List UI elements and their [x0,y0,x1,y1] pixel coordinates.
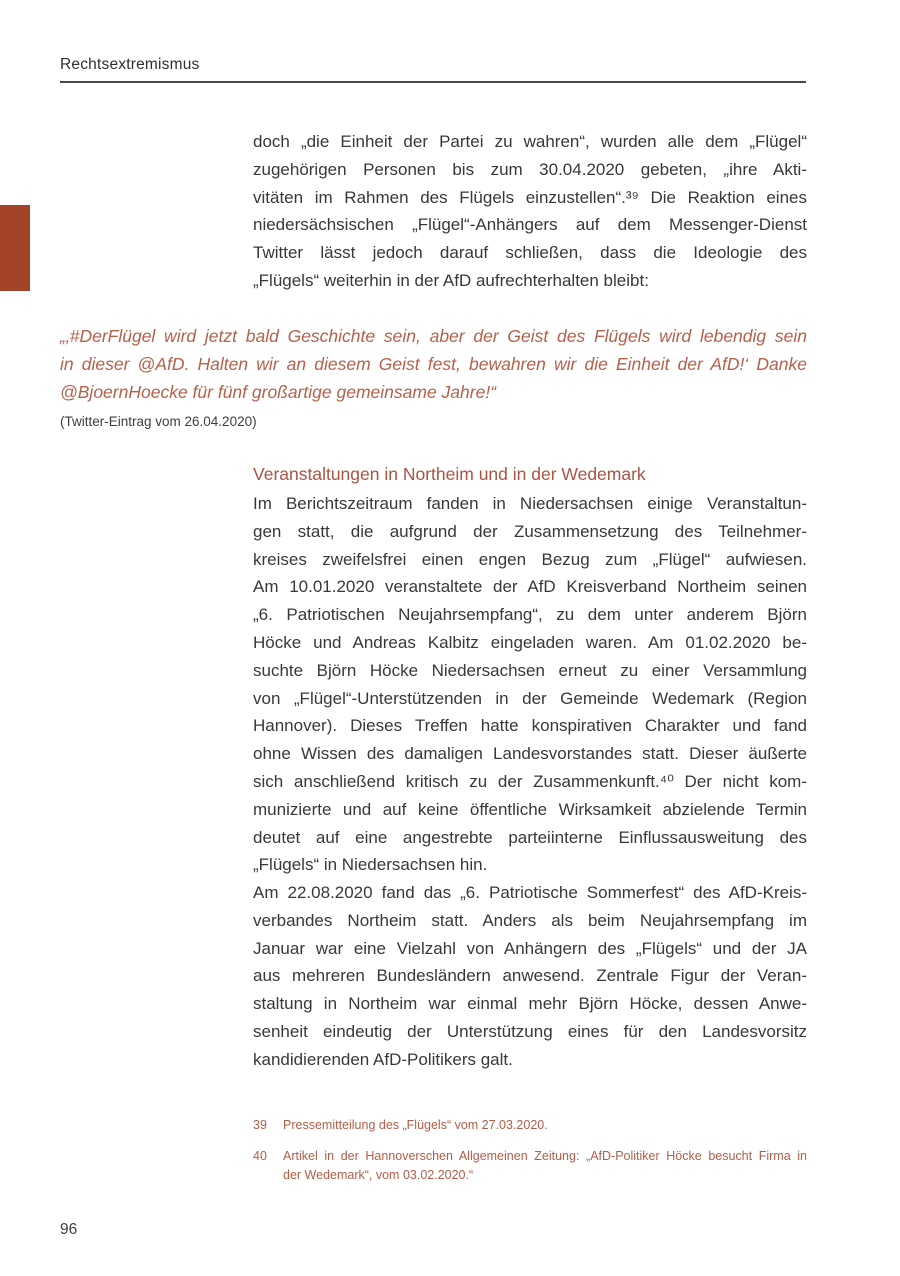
body-paragraph-2 [253,490,807,879]
body-text-line: verbandes Northeim statt. Anders als beim Neujahrsempfang im [253,910,807,930]
quote-text-line: „‚#DerFlügel wird jetzt bald Geschichte sein, aber der Geist des Flügels wird lebendig sein [60,326,807,346]
body-text-line: „6. Patriotischen Neujahrsempfang“, zu dem unter anderem Björn [253,605,807,625]
body-text-line: kandidierenden AfD-Politikers galt. [253,1049,513,1069]
footnote-40 [253,1147,807,1185]
running-header-label: Rechtsextremismus [60,56,200,73]
body-paragraph-1 [253,128,807,295]
footnote-39 [253,1116,807,1135]
body-text-line: kreises zweifelsfrei einen engen Bezug zum „Flügel“ aufwiesen. [253,549,807,569]
body-text-line: staltung in Northeim war einmal mehr Björn Höcke, dessen Anwe- [253,994,807,1014]
body-text-line: Hannover). Dieses Treffen hatte konspirativen Charakter und fand [253,716,807,736]
body-text-line: gen statt, die aufgrund der Zusammensetzung des Teilnehmer- [253,521,807,541]
body-text-line: zugehörigen Personen bis zum 30.04.2020 gebeten, „ihre Akti- [253,159,807,179]
pull-quote [60,322,807,406]
quote-text-line: @BjoernHoecke für fünf großartige gemeinsame Jahre!“ [60,382,497,402]
header-rule [60,81,806,83]
body-text-line: von „Flügel“-Unterstützenden in der Gemeinde Wedemark (Region [253,688,807,708]
body-text-line: „Flügels“ weiterhin in der AfD aufrechterhalten bleibt: [253,270,649,290]
body-text-line: Twitter lässt jedoch darauf schließen, dass die Ideologie des [253,243,807,263]
footnote-text-line: Artikel in der Hannoverschen Allgemeinen Zeitung: „AfD-Politiker Höcke besucht Firma in [283,1149,807,1163]
body-text-line: ohne Wissen des damaligen Landesvorstandes statt. Dieser äußerte [253,744,807,764]
footnote-number: 39 [253,1118,267,1132]
quote-text-line: in dieser @AfD. Halten wir an diesem Geist fest, bewahren wir die Einheit der AfD!‘ Danke [60,354,807,374]
section-heading: Veranstaltungen in Northeim und in der Wedemark [253,464,646,484]
body-text-line: sich anschließend kritisch zu der Zusammenkunft.⁴⁰ Der nicht kom- [253,771,807,791]
body-text-line: Am 10.01.2020 veranstaltete der AfD Kreisverband Northeim seinen [253,577,807,597]
chapter-marker-tab [0,205,30,291]
body-text-line: suchte Björn Höcke Niedersachsen erneut zu einer Versammlung [253,660,807,680]
body-paragraph-3 [253,879,807,1074]
footnote-number: 40 [253,1149,267,1163]
footnote-text-line: der Wedemark“, vom 03.02.2020.“ [283,1168,474,1182]
footnote-text [283,1147,807,1185]
body-text-line: Im Berichtszeitraum fanden in Niedersachsen einige Veranstaltun- [253,494,807,513]
footnote-text-line: Pressemitteilung des „Flügels“ vom 27.03.2020. [283,1118,548,1132]
body-text-line: munizierte und auf keine öffentliche Wirksamkeit abzielende Termin [253,799,807,819]
body-text-line: senheit eindeutig der Unterstützung eines für den Landesvorsitz [253,1021,807,1041]
body-text-line: „Flügels“ in Niedersachsen hin. [253,855,488,875]
footnote-text [283,1116,807,1135]
body-text-line: Höcke und Andreas Kalbitz eingeladen waren. Am 01.02.2020 be- [253,632,807,652]
body-text-line: Januar war eine Vielzahl von Anhängern des „Flügels“ und der JA [253,938,807,958]
body-text-line: doch „die Einheit der Partei zu wahren“, wurden alle dem „Flügel“ [253,132,807,151]
body-text-line: niedersächsischen „Flügel“-Anhängers auf dem Messenger-Dienst [253,215,807,235]
body-text-line: vitäten im Rahmen des Flügels einzustellen“.³⁹ Die Reaktion eines [253,187,807,207]
page-number: 96 [60,1221,78,1238]
body-text-line: deutet auf eine angestrebte parteiinterne Einflussausweitung des [253,827,807,847]
body-text-line: Am 22.08.2020 fand das „6. Patriotische Sommerfest“ des AfD-Kreis- [253,883,807,902]
body-text-line: aus mehreren Bundesländern anwesend. Zentrale Figur der Veran- [253,966,807,986]
footnotes-section [253,1116,807,1197]
quote-caption: (Twitter-Eintrag vom 26.04.2020) [60,414,257,429]
